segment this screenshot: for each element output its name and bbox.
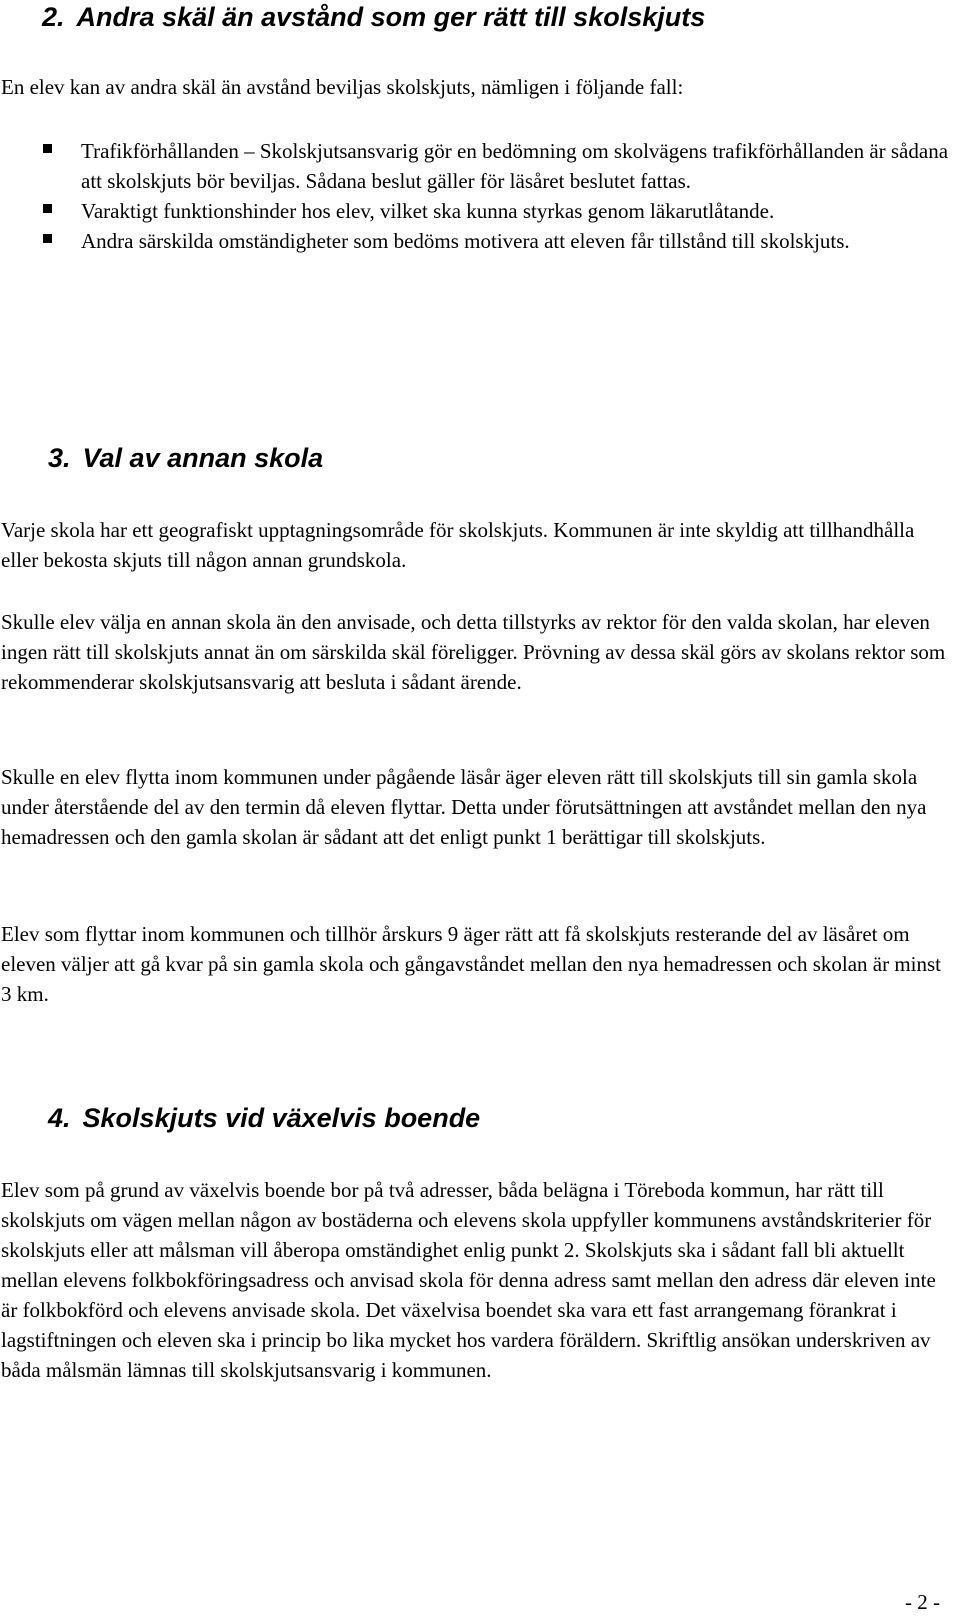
- square-bullet-icon: [43, 234, 52, 243]
- section-4-paragraph-1: Elev som på grund av växelvis boende bor på två adresser, båda belägna i Töreboda kommun, har rätt till skolskjuts om vägen mellan någon av bostäderna och elevens skola uppfyller kommunens avståndskriterier för skolskjuts eller att målsman vill åberopa omständighet enlig punkt 2. Skolskjuts ska i sådant fall bli aktuellt mellan elevens folkbokföringsadress och anvisad skola för denna adress samt mellan den adress där eleven inte är folkbokförd och elevens anvisade skola. Det växelvisa boendet ska vara ett fast arrangemang förankrat i lagstiftningen och eleven ska i princip bo lika mycket hos vardera föräldern. Skriftlig ansökan underskriven av båda målsmän lämnas till skolskjutsansvarig i kommunen.: [1, 1178, 936, 1382]
- section-3-paragraph-4: Elev som flyttar inom kommunen och tillhör årskurs 9 äger rätt att få skolskjuts resterande del av läsåret om eleven väljer att gå kvar på sin gamla skola och gångavståndet mellan den nya hemadressen och skolan är minst 3 km.: [1, 922, 942, 1006]
- list-item: [0, 226, 950, 256]
- section-3-title: Val av annan skola: [82, 443, 324, 473]
- section-3-paragraph-1: Varje skola har ett geografiskt upptagningsområde för skolskjuts. Kommunen är inte skyldig att tillhandhålla eller bekosta skjuts till någon annan grundskola.: [1, 518, 915, 572]
- section-3-heading: [48, 441, 323, 475]
- bullet-text: Andra särskilda omständigheter som bedöms motivera att eleven får tillstånd till skolskjuts.: [81, 229, 850, 253]
- section-4-heading: [48, 1101, 480, 1135]
- section-3-paragraph-3: Skulle en elev flytta inom kommunen under pågående läsår äger eleven rätt till skolskjuts till sin gamla skola under återstående del av den termin då eleven flyttar. Detta under förutsättningen att avståndet mellan den nya hemadressen och den gamla skolan är sådant att det enligt punkt 1 berättigar till skolskjuts.: [1, 765, 927, 849]
- section-2-title: Andra skäl än avstånd som ger rätt till skolskjuts: [76, 2, 706, 32]
- section-2-heading: [42, 0, 705, 34]
- section-2-number: 2.: [42, 2, 65, 32]
- bullet-text: Trafikförhållanden – Skolskjutsansvarig gör en bedömning om skolvägens trafikförhållanden är sådana att skolskjuts bör beviljas. Sådana beslut gäller för läsåret beslutet fattas.: [81, 139, 949, 193]
- page-number: - 2 -: [905, 1590, 940, 1614]
- bullet-text: Varaktigt funktionshinder hos elev, vilket ska kunna styrkas genom läkarutlåtande.: [81, 199, 775, 223]
- square-bullet-icon: [43, 204, 52, 213]
- square-bullet-icon: [43, 144, 52, 153]
- list-item: [0, 196, 950, 226]
- section-2-intro: En elev kan av andra skäl än avstånd beviljas skolskjuts, nämligen i följande fall:: [1, 75, 684, 99]
- section-4-title: Skolskjuts vid växelvis boende: [82, 1103, 481, 1133]
- section-4-number: 4.: [48, 1103, 71, 1133]
- section-3-number: 3.: [48, 443, 71, 473]
- list-item: [0, 136, 950, 196]
- section-2-bullet-list: [0, 136, 950, 256]
- section-3-paragraph-2: Skulle elev välja en annan skola än den anvisade, och detta tillstyrks av rektor för den valda skolan, har eleven ingen rätt till skolskjuts annat än om särskilda skäl föreligger. Prövning av dessa skäl görs av skolans rektor som rekommenderar skolskjutsansvarig att besluta i sådant ärende.: [1, 610, 946, 694]
